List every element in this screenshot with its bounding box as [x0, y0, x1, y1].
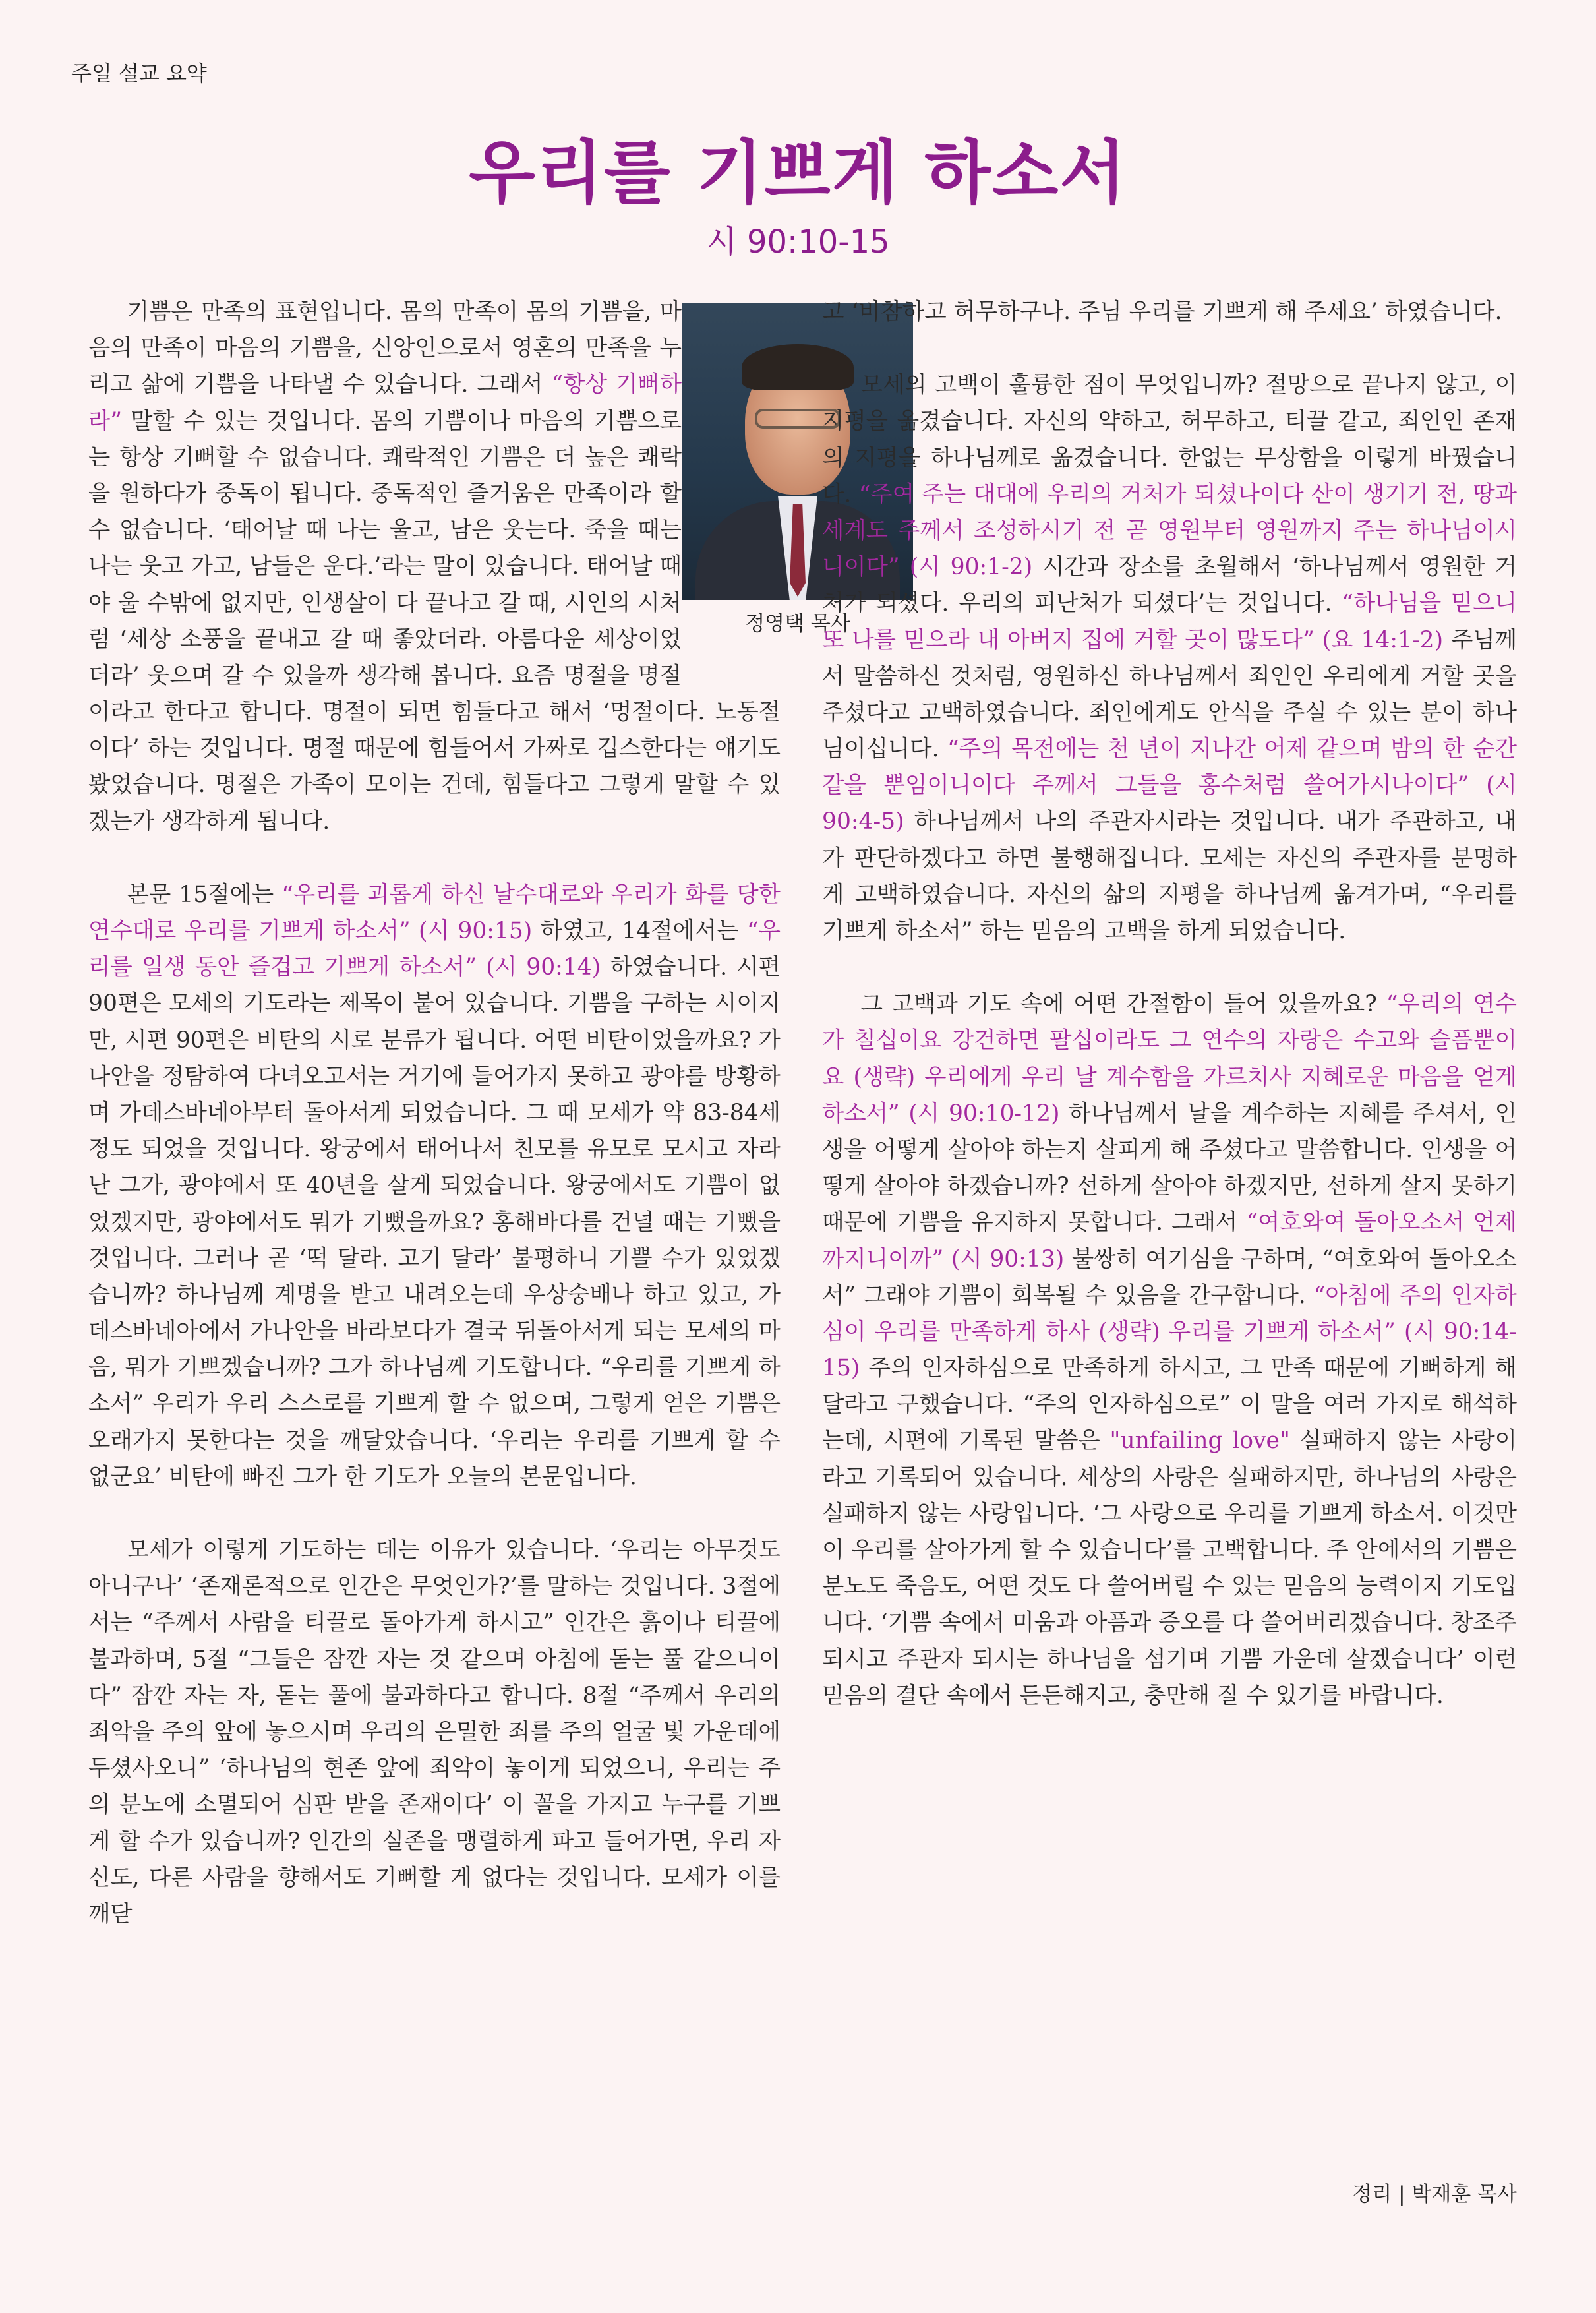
text-run: 말할 수 있는 것입니다. 몸의 기쁨이나 마음의 기쁨으로는 항상 기뻐할 수 없습니다. 쾌락적인 기쁨은 더 높은 쾌락을 원하다가 중독이 됩니다. 중독적인 즐거움은 만족이라 할 수 없습니다. ‘태어날 때 나는 울고, 남은 웃는다. 죽을 때는 나는 웃고 가고, 남들은 운다.’라는 말이 있습니다. 태어날 때야 울 수밖에 없지만, 인생살이 다 끝나고 갈 때, 시인의 시처럼 ‘세상 소풍을 끝내고 갈 때 좋았더라. 아름다운 세상이었더라’ 웃으며 갈 수 있을까 생각해 봅니다. 요즘 명절을 명절이라고 한다고 합니다. 명절이 되면 힘들다고 해서 ‘멍절이다. 노동절이다’ 하는 것입니다. 명절 때문에 힘들어서 가짜로 깁스한다는 얘기도 봤었습니다. 명절은 가족이 모이는 건데, 힘들다고 그렇게 말할 수 있겠는가 생각하게 됩니다.: [88, 407, 781, 835]
quote-run: “우리를 일생 동안 즐겁고 기쁘게 하소서” (시 90:14): [88, 918, 781, 981]
scripture-reference: 시 90:10-15: [706, 224, 890, 260]
quote-run: “주의 목전에는 천 년이 지나간 어제 같으며 밤의 한 순간 같을 뿐임이니이다 주께서 그들을 홍수처럼 쓸어가시나이다” (시 90:4-5): [822, 736, 1518, 835]
text-run: 주님께서 말씀하신 것처럼, 영원하신 하나님께서 죄인인 우리에게 거할 곳을 주셨다고 고백하였습니다. 죄인에게도 안식을 주실 수 있는 분이 하나님이십니다.: [822, 626, 1517, 763]
editor-credit: 정리 | 박재훈 목사: [1352, 2182, 1517, 2206]
quote-run: “주여 주는 대대에 우리의 거처가 되셨나이다 산이 생기기 전, 땅과 세계도 주께서 조성하시기 전 곧 영원부터 영원까지 주는 하나님이시니이다” (시 90:1-2): [822, 481, 1517, 581]
right-paragraph-1: [822, 294, 1517, 330]
quote-run: “우리를 괴롭게 하신 날수대로와 우리가 화를 당한 연수대로 우리를 기쁘게 하소서” (시 90:15): [88, 881, 781, 944]
text-run: 실패하지 않는 사랑이라고 기록되어 있습니다. 세상의 사랑은 실패하지만, 하나님의 사랑은 실패하지 않는 사랑입니다. ‘그 사랑으로 우리를 기쁘게 하소서. 이것만이 우리를 살아가게 할 수 있습니다’를 고백합니다. 주 안에서의 기쁨은 분노도 죽음도, 어떤 것도 다 쓸어버릴 수 있는 믿음의 능력이지 기도입니다. ‘기쁨 속에서 미움과 아픔과 증오를 다 쓸어버리겠습니다. 창조주 되시고 주관자 되시는 하나님을 섬기며 기쁨 가운데 살겠습니다’ 이런 믿음의 결단 속에서 든든해지고, 충만해 질 수 있기를 바랍니다.: [822, 1427, 1517, 1709]
text-run: 불쌍히 여기심을 구하며, “여호와여 돌아오소서” 그래야 기쁨이 회복될 수 있음을 간구합니다.: [822, 1246, 1517, 1309]
quote-run: “하나님을 믿으니 또 나를 믿으라 내 아버지 집에 거할 곳이 많도다” (요 14:1-2): [822, 590, 1517, 653]
quote-run: “항상 기뻐하라”: [88, 371, 682, 435]
text-run: 시간과 장소를 초월해서 ‘하나님께서 영원한 거처가 되셨다. 우리의 피난처가 되셨다’는 것입니다.: [822, 554, 1517, 617]
text-run: 본문 15절에는: [127, 881, 282, 908]
text-run: 주의 인자하심으로 만족하게 하시고, 그 만족 때문에 기뻐하게 해 달라고 구했습니다. “주의 인자하심으로” 이 말을 여러 가지로 해석하는데, 시편에 기록된 말씀은: [822, 1355, 1517, 1455]
photo-caption: 정영택 목사: [745, 612, 850, 636]
text-run: 하나님께서 나의 주관자시라는 것입니다. 내가 주관하고, 내가 판단하겠다고 하면 불행해집니다. 모세는 자신의 주관자를 분명하게 고백하였습니다. 자신의 삶의 지평을 하나님께 옮겨가며, “우리를 기쁘게 하소서” 하는 믿음의 고백을 하게 되었습니다.: [822, 808, 1517, 944]
text-run: 모세의 고백이 훌륭한 점이 무엇입니까? 절망으로 끝나지 않고, 이 지평을 옮겼습니다. 자신의 약하고, 허무하고, 티끌 같고, 죄인인 존재의 지평을 하나님께로 옮겼습니다. 한없는 무상함을 이렇게 바꿨습니다.: [822, 372, 1517, 508]
text-run: 하나님께서 날을 계수하는 지혜를 주셔서, 인생을 어떻게 살아야 하는지 살피게 해 주셨다고 말씀합니다. 인생을 어떻게 살아야 하겠습니까? 선하게 살아야 하겠지만, 선하게 살지 못하기 때문에 기쁨을 유지하지 못합니다. 그래서: [822, 1100, 1517, 1236]
right-paragraph-3: [822, 986, 1517, 1714]
text-run: 모세가 이렇게 기도하는 데는 이유가 있습니다. ‘우리는 아무것도 아니구나’ ‘존재론적으로 인간은 무엇인가?’를 말하는 것입니다. 3절에서는 “주께서 사람을 티끌로 돌아가게 하시고” 인간은 흙이나 티끌에 불과하며, 5절 “그들은 잠깐 자는 것 같으며 아침에 돋는 풀 같으니이다” 잠깐 자는 자, 돋는 풀에 불과하다고 합니다. 8절 “주께서 우리의 죄악을 주의 앞에 놓으시며 우리의 은밀한 죄를 주의 얼굴 빛 가운데에 두셨사오니” ‘하나님의 현존 앞에 죄악이 놓이게 되었으니, 우리는 주의 분노에 소멸되어 심판 받을 존재이다’ 이 꼴을 가지고 누구를 기쁘게 할 수가 있습니까? 인간의 실존을 맹렬하게 파고 들어가면, 우리 자신도, 다른 사람을 향해서도 기뻐할 게 없다는 것입니다. 모세가 이를 깨닫: [88, 1537, 781, 1927]
text-run: 고 ‘비참하고 허무하구나. 주님 우리를 기쁘게 해 주세요’ 하였습니다.: [822, 299, 1502, 325]
left-column: [88, 294, 781, 1933]
quote-run: “우리의 연수가 칠십이요 강건하면 팔십이라도 그 연수의 자랑은 수고와 슬픔뿐이요 (생략) 우리에게 우리 날 계수함을 가르치사 지혜로운 마음을 얻게 하소서” (시 90:10-12): [822, 991, 1517, 1127]
left-paragraph-1: [88, 294, 781, 840]
quote-run: “아침에 주의 인자하심이 우리를 만족하게 하사 (생략) 우리를 기쁘게 하소서” (시 90:14-15): [822, 1282, 1517, 1382]
quote-run: “여호와여 돌아오소서 언제까지니이까” (시 90:13): [822, 1209, 1517, 1273]
quote-run: "unfailing love": [1109, 1427, 1290, 1455]
left-paragraph-2: [88, 877, 781, 1495]
text-run: 그 고백과 기도 속에 어떤 간절함이 들어 있을까요?: [860, 991, 1386, 1018]
left-paragraph-3: [88, 1532, 781, 1933]
text-run: 하였습니다. 시편 90편은 모세의 기도라는 제목이 붙어 있습니다. 기쁨을 구하는 시이지만, 시편 90편은 비탄의 시로 분류가 됩니다. 어떤 비탄이었을까요? 가나안을 정탐하여 다녀오고서는 거기에 들어가지 못하고 광야를 방황하며 가데스바네아부터 돌아서게 되었습니다. 그 때 모세가 약 83-84세 정도 되었을 것입니다. 왕궁에서 태어나서 친모를 유모로 모시고 자라난 그가, 광야에서 또 40년을 살게 되었습니다. 왕궁에서도 기쁨이 없었겠지만, 광야에서도 뭐가 기뻤을까요? 홍해바다를 건널 때는 기뻤을 것입니다. 그러나 곧 ‘떡 달라. 고기 달라’ 불평하니 기쁠 수가 있었겠습니까? 하나님께 계명을 받고 내려오는데 우상숭배나 하고 있고, 가데스바네아에서 가나안을 바라보다가 결국 뒤돌아서게 되는 모세의 마음, 뭐가 기쁘겠습니까? 그가 하나님께 기도합니다. “우리를 기쁘게 하소서” 우리가 우리 스스로를 기쁘게 할 수 없으며, 그렇게 얻은 기쁨은 오래가지 못한다는 것을 깨달았습니다. ‘우리는 우리를 기쁘게 할 수 없군요’ 비탄에 빠진 그가 한 기도가 오늘의 본문입니다.: [88, 954, 781, 1490]
right-column: [822, 294, 1517, 1714]
right-paragraph-2: [822, 367, 1517, 949]
section-label: 주일 설교 요약: [71, 61, 207, 86]
text-run: 기쁨은 만족의 표현입니다. 몸의 만족이 몸의 기쁨을, 마음의 만족이 마음의 기쁨을, 신앙인으로서 영혼의 만족을 누리고 삶에 기쁨을 나타낼 수 있습니다. 그래서: [88, 299, 682, 398]
text-run: 하였고, 14절에서는: [532, 918, 748, 944]
sermon-title: 우리를 기쁘게 하소서: [469, 133, 1127, 213]
